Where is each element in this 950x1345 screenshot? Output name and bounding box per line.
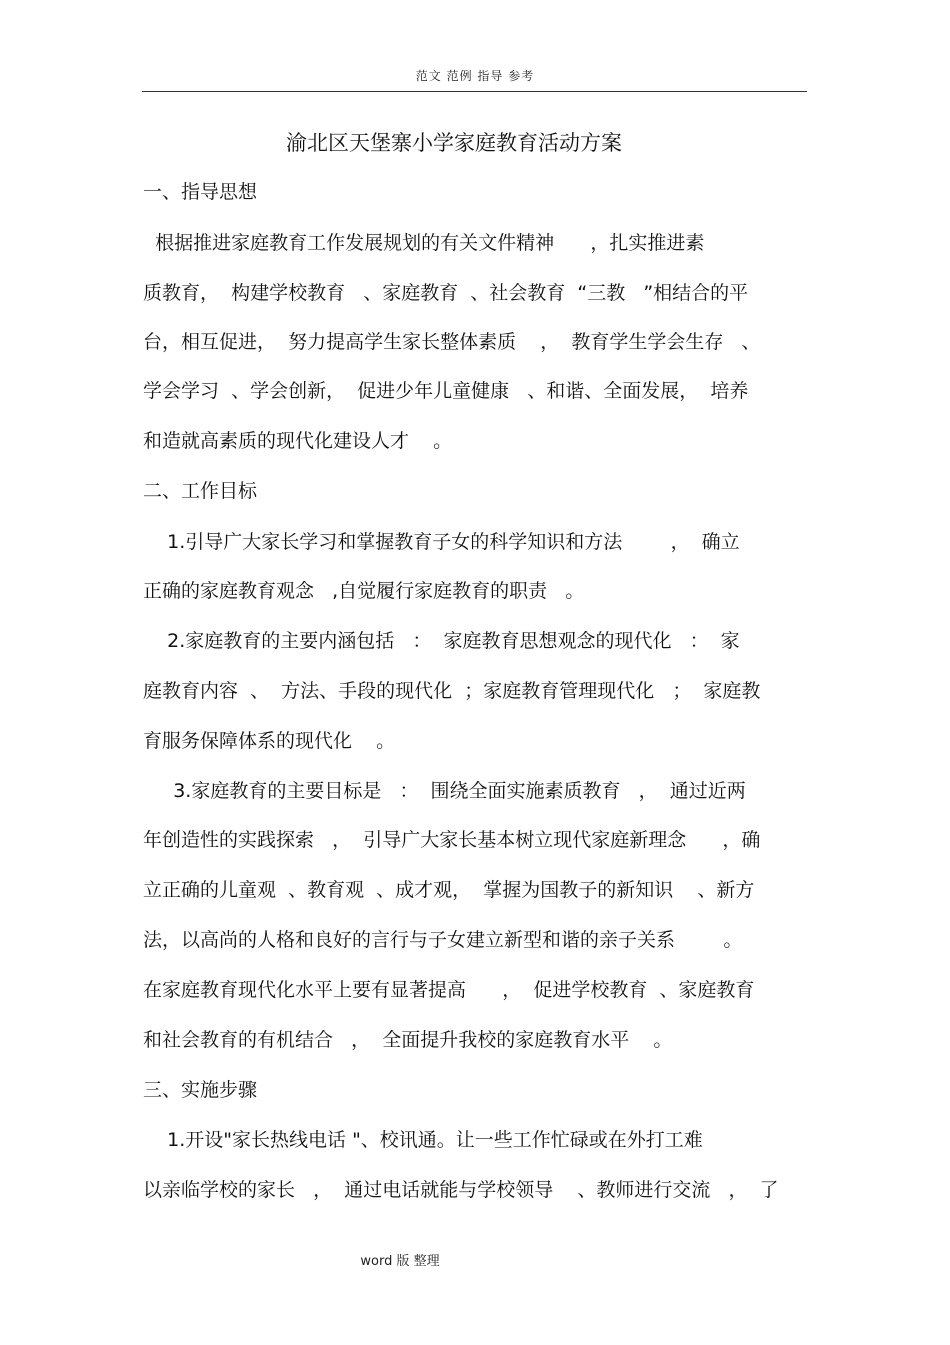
section-heading: 二、工作目标: [143, 480, 258, 502]
paragraph-line: 育服务保障体系的现代化 。: [143, 730, 396, 752]
paragraph-line: 1.开设"家长热线电话 "、校讯通。让一些工作忙碌或在外打工难: [143, 1129, 703, 1151]
page-header: 范文 范例 指导 参考: [415, 69, 535, 83]
section-heading: 一、指导思想: [143, 181, 258, 203]
paragraph-line: 年创造性的实践探索 ， 引导广大家长基本树立现代家庭新理念 ，确: [143, 829, 761, 851]
paragraph-line: 质教育， 构建学校教育 、家庭教育 、社会教育 “三教 ”相结合的平: [143, 282, 749, 304]
header-divider: [142, 91, 807, 92]
paragraph-line: 和社会教育的有机结合 ， 全面提升我校的家庭教育水平 。: [143, 1029, 673, 1051]
paragraph-line: 立正确的儿童观 、教育观 、成才观， 掌握为国教子的新知识 、新方: [143, 879, 755, 901]
section-heading: 三、实施步骤: [143, 1079, 258, 1101]
paragraph-line: 正确的家庭教育观念 ,自觉履行家庭教育的职责 。: [143, 580, 585, 602]
paragraph-line: 根据推进家庭教育工作发展规划的有关文件精神 ，扎实推进素: [143, 232, 705, 254]
paragraph-line: 2.家庭教育的主要内涵包括 ： 家庭教育思想观念的现代化 ： 家: [143, 630, 740, 652]
paragraph-line: 法，以高尚的人格和良好的言行与子女建立新型和谐的亲子关系 。: [143, 929, 743, 951]
paragraph-line: 台，相互促进， 努力提高学生家长整体素质 ， 教育学生学会生存 、: [143, 331, 761, 353]
paragraph-line: 以亲临学校的家长 ， 通过电话就能与学校领导 、教师进行交流 ， 了: [143, 1179, 779, 1201]
paragraph-line: 在家庭教育现代化水平上要有显著提高 ， 促进学校教育 、家庭教育: [143, 979, 755, 1001]
paragraph-line: 1.引导广大家长学习和掌握教育子女的科学知识和方法 ， 确立: [143, 531, 740, 553]
document-title: 渝北区天堡寨小学家庭教育活动方案: [286, 131, 622, 155]
paragraph-line: 和造就高素质的现代化建设人才 。: [143, 430, 453, 452]
paragraph-line: 学会学习 、学会创新， 促进少年儿童健康 、和谐、全面发展， 培养: [143, 380, 749, 402]
page-footer: word 版 整理: [360, 1254, 440, 1269]
paragraph-line: 3.家庭教育的主要目标是 ： 围绕全面实施素质教育 ， 通过近两: [143, 780, 746, 802]
paragraph-line: 庭教育内容 、 方法、手段的现代化 ；家庭教育管理现代化 ； 家庭教: [143, 680, 761, 702]
